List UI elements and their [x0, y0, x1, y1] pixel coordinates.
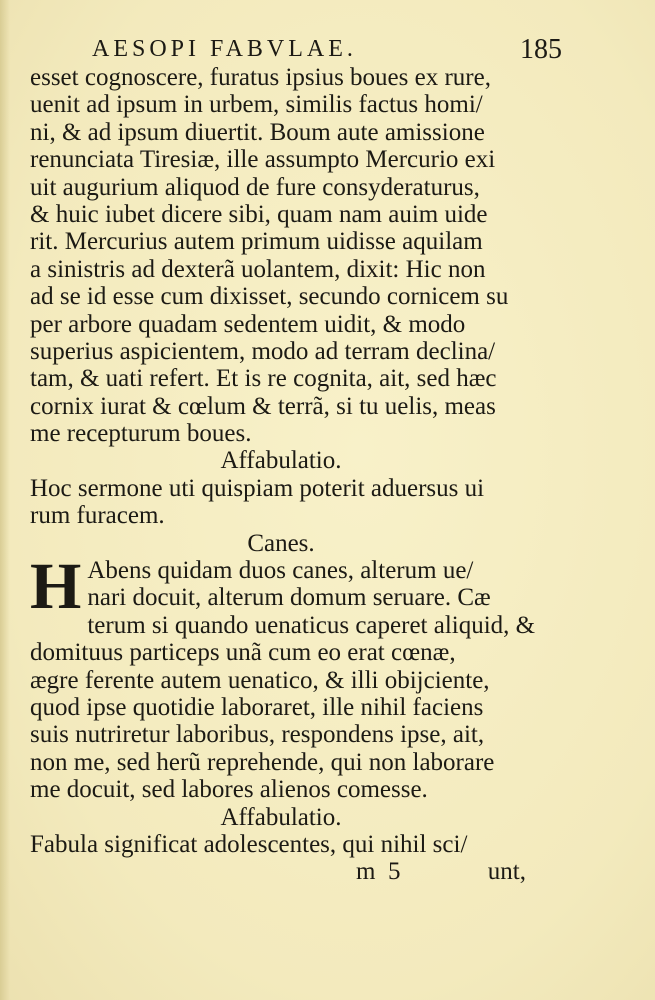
text-line: cornix iurat & cœlum & terrã, si tu uelis, meas: [30, 392, 496, 420]
page-number: 185: [520, 34, 562, 65]
text-line: per arbore quadam sedentem uidit, & modo: [30, 310, 466, 338]
text-block: [30, 64, 536, 886]
catchword: unt,: [487, 858, 526, 886]
text-line: Fabula significat adolescentes, qui nihil sci/: [30, 830, 468, 858]
text-line: non me, sed herũ reprehende, qui non laborare: [30, 748, 495, 776]
moral-text: [30, 475, 532, 530]
text-line: me recepturum boues.: [30, 420, 252, 448]
text-line: & huic iubet dicere sibi, quam nam auim uide: [30, 200, 488, 228]
moral-heading: Affabulatio.: [220, 447, 342, 475]
text-line: nari docuit, alterum domum seruare. Cæ: [87, 584, 491, 612]
text-line: ad se id esse cum dixisset, secundo cornicem su: [30, 283, 509, 311]
text-line: Abens quidam duos canes, alterum ue/: [87, 557, 474, 585]
fable-canes-text: [30, 550, 536, 804]
text-line: a sinistris ad dexterã uolantem, dixit: Hic non: [30, 255, 486, 283]
text-line: terum si quando uenaticus caperet aliquid, &: [87, 611, 536, 639]
text-line: ægre ferente autem uenatico, & illi obijciente,: [30, 666, 490, 694]
text-line: me docuit, sed labores alienos comesse.: [30, 776, 428, 804]
text-line: rit. Mercurius autem primum uidisse aquilam: [30, 228, 483, 256]
moral-heading: Affabulatio.: [220, 803, 342, 831]
running-title: AESOPI FABVLAE.: [92, 36, 357, 62]
signature-mark: m 5: [356, 858, 401, 886]
drop-cap-initial: H: [30, 550, 82, 624]
text-line: ni, & ad ipsum diuertit. Boum aute amissione: [30, 118, 485, 146]
text-line: rum furacem.: [30, 502, 165, 530]
text-line: renunciata Tiresiæ, ille assumpto Mercurio exi: [30, 146, 496, 174]
text-line: esset cognoscere, furatus ipsius boues ex rure,: [30, 64, 491, 91]
fable-tiresias-text: [30, 64, 532, 447]
text-line: suis nutriretur laboribus, respondens ipse, ait,: [30, 721, 485, 749]
text-line: superius aspicientem, modo ad terram declina/: [30, 337, 496, 365]
fable-title: Canes.: [247, 529, 315, 557]
text-line: Hoc sermone uti quispiam poterit aduersus ui: [30, 474, 485, 502]
page-gutter-shadow: [0, 0, 10, 1000]
text-line: uit augurium aliquod de fure consyderaturus,: [30, 173, 480, 201]
text-line: tam, & uati refert. Et is re cognita, ait, sed hæc: [30, 365, 497, 393]
text-line: uenit ad ipsum in urbem, similis factus homi/: [30, 91, 483, 119]
page-footer: [30, 858, 532, 885]
initial-paragraph-start: [30, 550, 532, 624]
text-line: domituus particeps unã cum eo erat cœnæ,: [30, 639, 456, 667]
moral-text: [30, 831, 532, 858]
text-line: quod ipse quotidie laboraret, ille nihil faciens: [30, 693, 484, 721]
